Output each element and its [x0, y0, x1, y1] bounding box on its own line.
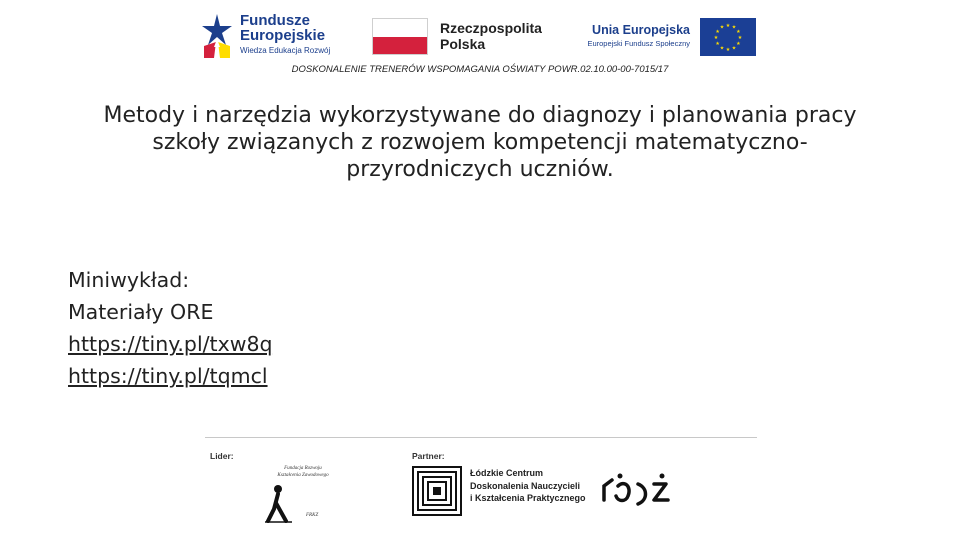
slide-title [60, 102, 900, 183]
poland-flag-icon [372, 18, 428, 55]
eu-flag-icon [700, 18, 756, 56]
lcd-name [470, 467, 586, 505]
svg-text:★: ★ [737, 35, 743, 41]
header-logos [0, 10, 960, 62]
title-line-2: szkoły związanych z rozwojem kompetencji matematyczno- [152, 130, 808, 155]
lcd-square-icon [412, 466, 462, 516]
lcd-line-2: Doskonalenia Nauczycieli [470, 480, 581, 491]
fundusze-line3: Wiedza Edukacja Rozwój [240, 46, 331, 55]
svg-text:★: ★ [725, 23, 731, 29]
svg-text:★: ★ [736, 29, 741, 35]
partners-divider [205, 437, 757, 438]
fundusze-europejskie-logo [200, 10, 350, 62]
rp-line1: Rzeczpospolita [440, 20, 542, 36]
svg-text:★: ★ [719, 45, 725, 52]
fundusze-star-icon [200, 12, 234, 60]
walking-figure-icon [264, 483, 294, 523]
lcd-line-1: Łódzkie Centrum [470, 468, 544, 478]
partner-label: Partner: [412, 451, 445, 461]
lcdnikp-logo [412, 466, 586, 520]
svg-text:★: ★ [719, 24, 725, 31]
svg-text:★: ★ [731, 45, 737, 52]
fundusze-line2: Europejskie [240, 27, 326, 44]
svg-text:★: ★ [715, 41, 720, 47]
lcd-line-3: i Kształcenia Praktycznego [470, 493, 586, 503]
frkz-abbrev: FRKZ [306, 513, 319, 518]
frkz-logo [262, 465, 332, 523]
svg-text:★: ★ [736, 41, 741, 47]
fundusze-line1: Fundusze [240, 12, 310, 29]
rzeczpospolita-logo [372, 18, 542, 58]
lodz-city-logo [598, 466, 674, 514]
svg-text:★: ★ [713, 35, 719, 41]
ue-line1: Unia Europejska [592, 23, 690, 37]
title-line-3: przyrodniczych uczniów. [346, 157, 614, 182]
link-txw8q[interactable]: https://tiny.pl/txw8q [68, 332, 273, 356]
materialy-ore-label: Materiały ORE [68, 300, 214, 324]
ue-line2: Europejski Fundusz Społeczny [587, 39, 690, 48]
rp-line2: Polska [440, 36, 486, 52]
slide-body [68, 264, 273, 392]
svg-text:★: ★ [715, 29, 720, 35]
miniwyklad-label: Miniwykład: [68, 268, 190, 292]
lider-label: Lider: [210, 451, 234, 461]
title-line-1: Metody i narzędzia wykorzystywane do diagnozy i planowania pracy [103, 103, 857, 128]
svg-text:★: ★ [725, 47, 731, 53]
project-code-line: DOSKONALENIE TRENERÓW WSPOMAGANIA OŚWIATY POWR.02.10.00-00-7015/17 [291, 64, 669, 75]
link-tqmcl[interactable]: https://tiny.pl/tqmcl [68, 364, 268, 388]
svg-text:★: ★ [731, 24, 737, 31]
frkz-name: Fundacja Rozwoju Kształcenia Zawodowego [277, 466, 329, 478]
